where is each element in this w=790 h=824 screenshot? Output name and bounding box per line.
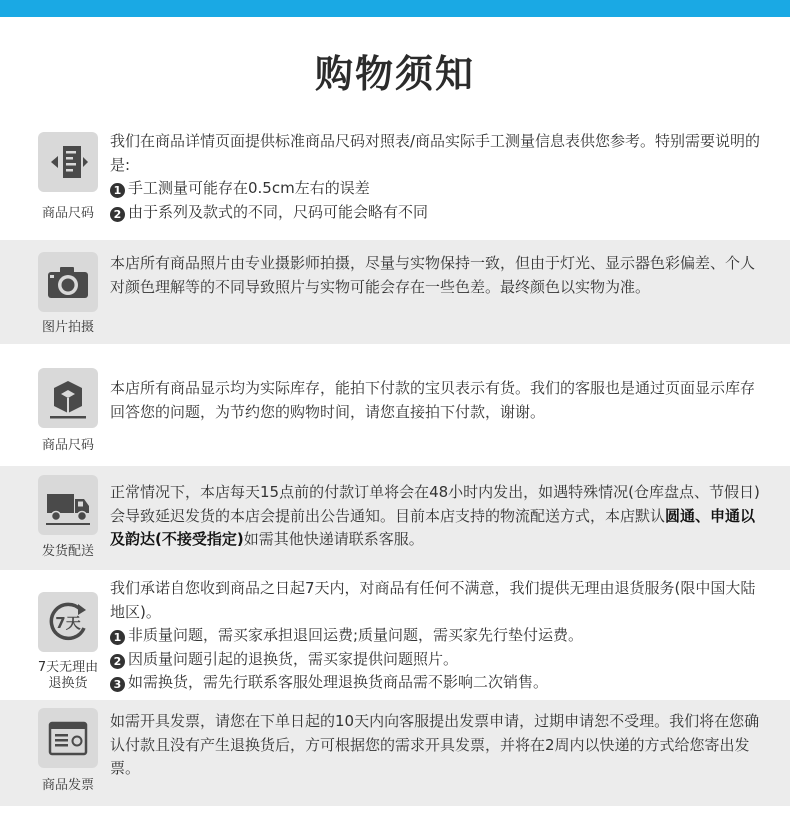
section-text: [110, 377, 762, 424]
list-item-text: 如需换货，需先行联系客服处理退换货商品需不影响二次销售。: [128, 673, 549, 692]
section-label: 商品尺码: [41, 438, 94, 453]
label-line: 退换货: [48, 676, 88, 691]
list-item: [110, 648, 762, 672]
invoice-icon: [38, 708, 98, 768]
seven-day-badge-text: 7天: [55, 614, 81, 632]
list-item: [110, 671, 762, 695]
section-paragraph: 本店所有商品照片由专业摄影师拍摄，尽量与实物保持一致，但由于灯光、显示器色彩偏差、个人对颜色理解等的不同导致照片与实物可能会存在一些色差。最终颜色以实物为准。: [110, 254, 756, 296]
section-size: [0, 120, 790, 236]
section-label: 图片拍摄: [41, 320, 94, 335]
number-badge: 2: [110, 207, 125, 222]
section-shipping: [0, 466, 790, 570]
list-item-text: 由于系列及款式的不同，尺码可能会略有不同: [128, 202, 429, 221]
label-line: 7天无理由: [37, 660, 99, 675]
section-text: [110, 130, 762, 224]
section-paragraph: 我们承诺自您收到商品之日起7天内，对商品有任何不满意，我们提供无理由退货服务(限中国大陆地区)。: [110, 579, 756, 621]
package-icon: [38, 368, 98, 428]
list-item: [110, 201, 762, 225]
section-label: 商品发票: [41, 778, 94, 793]
section-invoice: [0, 700, 790, 806]
section-label: [30, 660, 106, 692]
truck-icon: [38, 475, 98, 535]
top-accent-bar: [0, 0, 790, 17]
paragraph-text: 正常情况下，本店每天15点前的付款订单将会在48小时内发出，如遇特殊情况(仓库盘点、节假日)会导致延迟发货的本店会提前出公告通知。目前本店支持的物流配送方式，本店默认: [110, 483, 760, 525]
paragraph-text: 如需其他快递请联系客服。: [243, 530, 424, 549]
section-paragraph: 我们在商品详情页面提供标准商品尺码对照表/商品实际手工测量信息表供您参考。特别需要说明的是:: [110, 132, 761, 174]
section-paragraph: 本店所有商品显示均为实际库存，能拍下付款的宝贝表示有货。我们的客服也是通过页面显示库存回答您的问题，为节约您的购物时间，请您直接拍下付款，谢谢。: [110, 379, 756, 421]
number-badge: 3: [110, 677, 125, 692]
section-label: 发货配送: [41, 544, 94, 559]
section-text: [110, 252, 762, 299]
number-badge: 1: [110, 630, 125, 645]
courier-highlight: 圆通、申通以及韵达(不接受指定): [110, 506, 756, 549]
ruler-icon: [38, 132, 98, 192]
list-item: [110, 624, 762, 648]
number-badge: 2: [110, 654, 125, 669]
section-paragraph: 如需开具发票，请您在下单日起的10天内向客服提出发票申请，过期申请恕不受理。我们将在您确认付款且没有产生退换货后，方可根据您的需求开具发票，并将在2周内以快递的方式给您寄出发票。: [110, 712, 760, 778]
list-item-text: 非质量问题，需买家承担退回运费;质量问题，需买家先行垫付运费。: [128, 626, 584, 645]
section-photo: [0, 240, 790, 344]
section-text: [110, 481, 762, 552]
list-item-text: 手工测量可能存在0.5cm左右的误差: [128, 179, 370, 198]
section-stock: [0, 360, 790, 460]
seven-day-return-icon: [38, 592, 98, 652]
section-returns: [0, 574, 790, 700]
section-text: [110, 710, 762, 781]
section-paragraph: [110, 481, 762, 552]
list-item-text: 因质量问题引起的退换货，需买家提供问题照片。: [128, 649, 459, 668]
section-label: 商品尺码: [41, 206, 94, 221]
page-title: 购物须知: [314, 52, 475, 96]
number-badge: 1: [110, 183, 125, 198]
section-text: [110, 577, 762, 695]
camera-icon: [38, 252, 98, 312]
list-item: [110, 177, 762, 201]
